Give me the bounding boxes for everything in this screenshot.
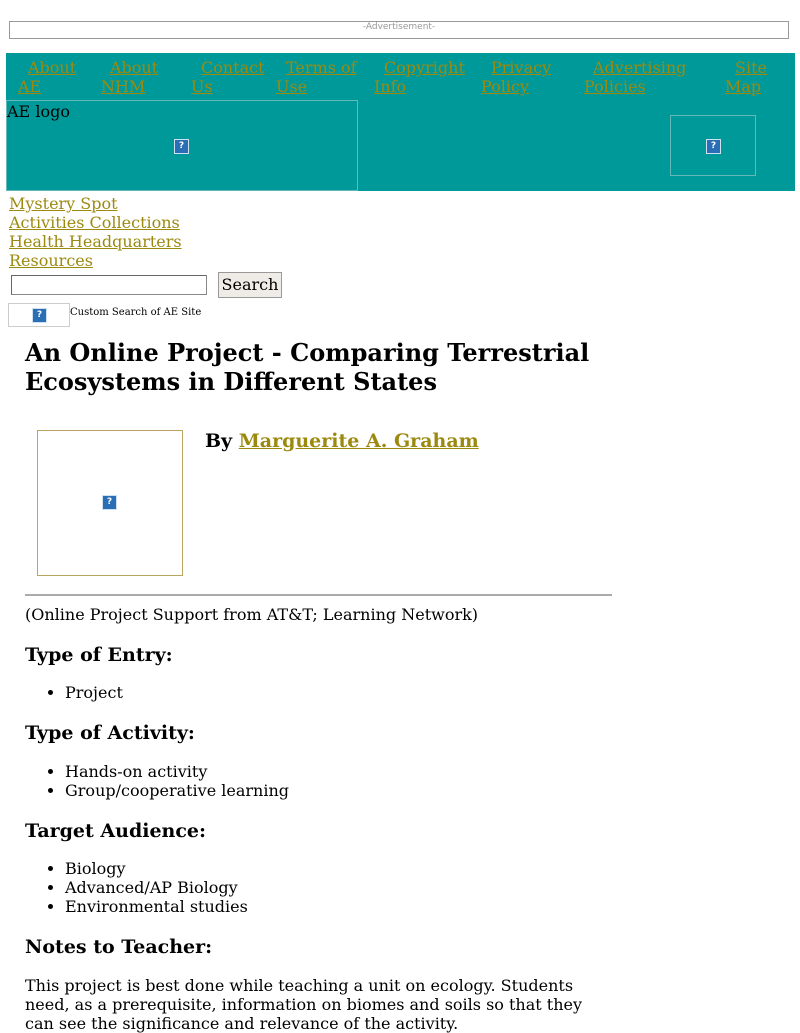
- ae-logo-link[interactable]: [6, 100, 358, 191]
- nav-privacy-policy[interactable]: Privacy: [491, 58, 552, 77]
- broken-image-icon: ?: [32, 308, 47, 323]
- list-item: • Group/cooperative learning: [65, 781, 289, 800]
- target-audience-list: [25, 859, 248, 916]
- nav-advertising-policies-line2[interactable]: Policies: [584, 77, 646, 96]
- nav-advertising-policies[interactable]: Advertising: [593, 58, 687, 77]
- notes-to-teacher-text: This project is best done while teaching a unit on ecology. Students need, as a prerequisite, information on biomes and soils so that they can see the significance and relevance of the activity.: [25, 976, 583, 1033]
- section-heading-type-of-activity: Type of Activity:: [25, 722, 195, 744]
- broken-image-icon: ?: [102, 495, 117, 510]
- list-item: • Biology: [65, 859, 248, 878]
- site-header: [6, 53, 795, 191]
- list-item: • Advanced/AP Biology: [65, 878, 248, 897]
- nav-site-map-line2[interactable]: Map: [725, 77, 762, 96]
- support-line: (Online Project Support from AT&T; Learning Network): [25, 605, 479, 624]
- list-item: • Project: [65, 683, 123, 702]
- nav-terms-of-use[interactable]: Terms of: [286, 58, 357, 77]
- nav-about-nhm-line2[interactable]: NHM: [101, 77, 146, 96]
- by-label: By: [205, 430, 233, 452]
- nav-contact-us[interactable]: Contact: [201, 58, 265, 77]
- section-heading-notes-to-teacher: Notes to Teacher:: [25, 936, 213, 958]
- sidebar-link-health-headquarters[interactable]: Health Headquarters: [9, 232, 182, 251]
- sidebar-link-activities-collections[interactable]: Activities Collections: [9, 213, 180, 232]
- logo-alt-text: AE logo: [7, 102, 70, 121]
- top-nav: [6, 58, 795, 100]
- advertisement-label: -Advertisement-: [362, 22, 436, 32]
- byline: [205, 430, 479, 452]
- search-button[interactable]: Search: [218, 272, 282, 298]
- search-input[interactable]: [11, 275, 207, 295]
- nav-contact-us-line2[interactable]: Us: [191, 77, 213, 96]
- type-of-entry-list: [25, 683, 123, 702]
- nav-about-nhm[interactable]: About: [110, 58, 159, 77]
- advertisement-banner: [9, 21, 789, 39]
- section-heading-type-of-entry: Type of Entry:: [25, 644, 173, 666]
- page-title: An Online Project - Comparing Terrestrial Ecosystems in Different States: [25, 338, 590, 396]
- list-item: • Environmental studies: [65, 897, 248, 916]
- sidebar-nav: [9, 194, 182, 270]
- broken-image-icon: ?: [174, 139, 189, 154]
- sidebar-link-resources[interactable]: Resources: [9, 251, 93, 270]
- header-banner-image[interactable]: [670, 115, 756, 176]
- sidebar-link-mystery-spot[interactable]: Mystery Spot: [9, 194, 118, 213]
- author-photo: [37, 430, 183, 576]
- custom-search-label: Custom Search of AE Site: [70, 307, 202, 318]
- google-custom-search-logo: [8, 303, 70, 327]
- type-of-activity-list: [25, 762, 289, 800]
- article: [25, 338, 615, 1033]
- nav-copyright-info[interactable]: Copyright: [384, 58, 465, 77]
- nav-site-map[interactable]: Site: [735, 58, 767, 77]
- nav-copyright-info-line2[interactable]: Info: [374, 77, 407, 96]
- author-link[interactable]: Marguerite A. Graham: [238, 430, 479, 452]
- nav-privacy-policy-line2[interactable]: Policy: [481, 77, 529, 96]
- list-item: • Hands-on activity: [65, 762, 289, 781]
- nav-terms-of-use-line2[interactable]: Use: [276, 77, 308, 96]
- broken-image-icon: ?: [706, 139, 721, 154]
- nav-about-ae[interactable]: About: [28, 58, 77, 77]
- nav-about-ae-line2[interactable]: AE: [18, 77, 42, 96]
- divider: [25, 594, 612, 596]
- section-heading-target-audience: Target Audience:: [25, 820, 207, 842]
